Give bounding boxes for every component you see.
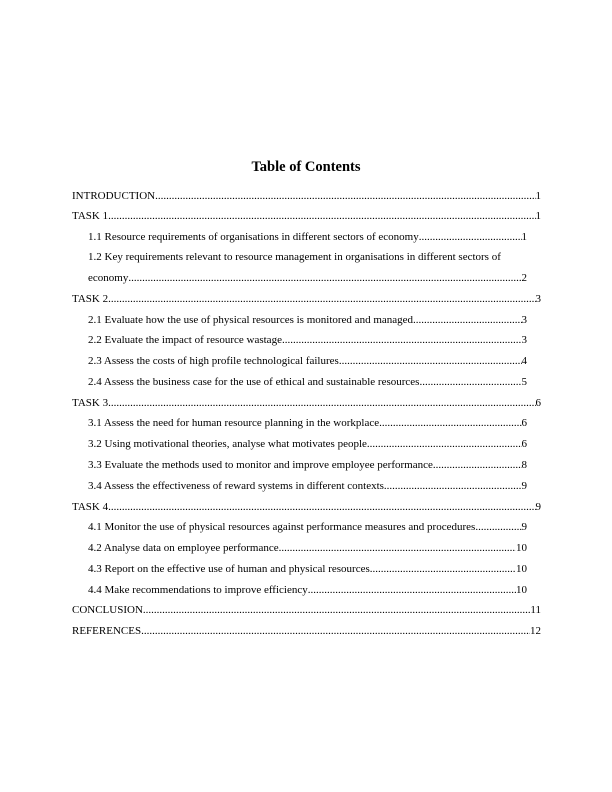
toc-entry[interactable]: [88, 437, 527, 451]
toc-leader: [108, 396, 535, 410]
toc-leader: [279, 541, 516, 555]
toc-entry[interactable]: [88, 479, 527, 493]
toc-entry-text: 4.4 Make recommendations to improve efficiency: [88, 584, 308, 596]
toc-entry[interactable]: [88, 333, 527, 347]
toc-entry-page: 6: [535, 397, 541, 409]
toc-entry-page: 3: [521, 314, 527, 326]
toc-entry-text: 2.4 Assess the business case for the use of ethical and sustainable resources: [88, 376, 420, 388]
toc-entry[interactable]: [88, 375, 527, 389]
toc-entry[interactable]: [72, 624, 541, 638]
toc-entry-text: TASK 2: [72, 293, 109, 305]
toc-leader: [370, 562, 516, 576]
toc-entry[interactable]: [88, 271, 527, 285]
toc-entry[interactable]: [88, 562, 527, 576]
toc-leader: [282, 333, 522, 347]
toc-entry-text: TASK 1: [72, 210, 109, 222]
toc-entry[interactable]: [88, 541, 527, 555]
toc-entry[interactable]: [72, 603, 541, 617]
toc-entry-text: 4.1 Monitor the use of physical resources against performance measures and procedures: [88, 521, 476, 533]
toc-entry-page: 11: [530, 604, 541, 616]
toc-entry-text: TASK 4: [72, 501, 109, 513]
toc-entry-page: 6: [521, 438, 527, 450]
toc-entry-text: 3.3 Evaluate the methods used to monitor and improve employee performance: [88, 459, 433, 471]
toc-entry-page: 1: [521, 231, 527, 243]
toc-entry-page: 2: [521, 272, 527, 284]
toc-entry-text: 2.1 Evaluate how the use of physical resources is monitored and managed: [88, 314, 414, 326]
toc-leader: [128, 271, 521, 285]
toc-entry-text: 1.2 Key requirements relevant to resource management in organisations in different sectors of: [88, 251, 501, 263]
toc-entry[interactable]: [72, 396, 541, 410]
toc-entry[interactable]: [72, 292, 541, 306]
toc-entry-text: 2.3 Assess the costs of high profile technological failures: [88, 355, 339, 367]
toc-entry-page: 6: [521, 417, 527, 429]
toc-leader: [419, 375, 521, 389]
toc-entry-page: 8: [521, 459, 527, 471]
toc-leader: [155, 189, 535, 203]
toc-leader: [379, 416, 521, 430]
toc-entry-page: 5: [521, 376, 527, 388]
toc-entry[interactable]: [88, 520, 527, 534]
toc-entry[interactable]: [72, 500, 541, 514]
toc-leader: [384, 479, 522, 493]
toc-entry-page: 10: [516, 542, 527, 554]
toc-leader: [108, 209, 535, 223]
toc-entry-page: 10: [516, 584, 527, 596]
toc-entry-text: 3.1 Assess the need for human resource planning in the workplace: [88, 417, 380, 429]
toc-entry-page: 1: [535, 210, 541, 222]
toc-entry[interactable]: [88, 230, 527, 244]
toc-entry-page: 4: [521, 355, 527, 367]
toc-leader: [475, 520, 521, 534]
toc-entry[interactable]: [88, 313, 527, 327]
toc-entry-text: REFERENCES: [72, 625, 142, 637]
toc-entry[interactable]: [72, 189, 541, 203]
toc-entry-page: 9: [521, 521, 527, 533]
toc-entry-page: 12: [530, 625, 541, 637]
toc-leader: [367, 437, 522, 451]
toc-entry-page: 1: [535, 190, 541, 202]
toc-entry-text: 3.2 Using motivational theories, analyse what motivates people: [88, 438, 367, 450]
toc-entry-text: 1.1 Resource requirements of organisations in different sectors of economy: [88, 231, 419, 243]
toc-leader: [413, 313, 521, 327]
toc-leader: [108, 292, 535, 306]
toc-entry-page: 3: [521, 334, 527, 346]
toc-entry-page: 10: [516, 563, 527, 575]
toc-entry-page: 9: [521, 480, 527, 492]
toc-entry[interactable]: [88, 354, 527, 368]
toc-entry-text: economy: [88, 272, 129, 284]
toc-entry-text: INTRODUCTION: [72, 190, 156, 202]
toc-leader: [143, 603, 531, 617]
toc-entry-text: 2.2 Evaluate the impact of resource wastage: [88, 334, 282, 346]
toc-entry[interactable]: [88, 416, 527, 430]
toc-leader: [308, 583, 516, 597]
toc-entry[interactable]: [88, 458, 527, 472]
toc-leader: [141, 624, 530, 638]
toc-entry-text: 3.4 Assess the effectiveness of reward systems in different contexts: [88, 480, 384, 492]
toc-leader: [339, 354, 522, 368]
toc-leader: [419, 230, 522, 244]
toc-entry-text: 4.3 Report on the effective use of human and physical resources: [88, 563, 370, 575]
toc-entry-text: TASK 3: [72, 397, 109, 409]
toc-entry-text: CONCLUSION: [72, 604, 143, 616]
toc-title: Table of Contents: [251, 159, 361, 175]
toc-leader: [108, 500, 535, 514]
toc-leader: [433, 458, 522, 472]
toc-entry-page: 3: [535, 293, 541, 305]
toc-entry[interactable]: [72, 209, 541, 223]
toc-entry-page: 9: [535, 501, 541, 513]
toc-entry-text: 4.2 Analyse data on employee performance: [88, 542, 279, 554]
toc-entry[interactable]: [88, 583, 527, 597]
toc-entry[interactable]: [88, 250, 543, 264]
